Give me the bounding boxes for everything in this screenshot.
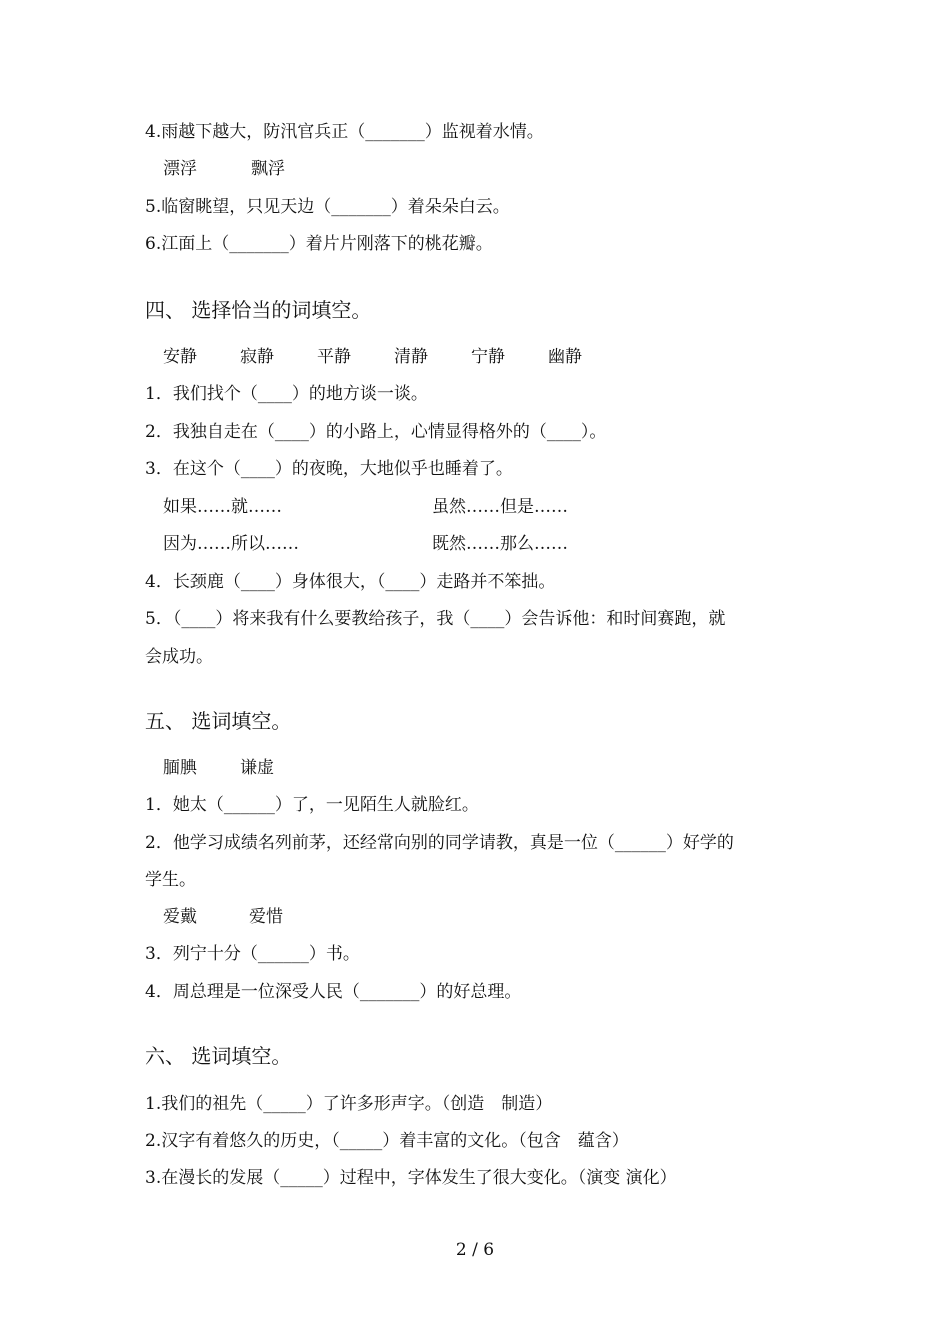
s4-q5: 5．（____）将来我有什么要教给孩子，我（____）会告诉他：和时间赛跑，就 <box>145 609 726 629</box>
section-heading-4: 四、 选择恰当的词填空。 <box>145 298 372 322</box>
word-options-s5b <box>163 905 283 929</box>
option-word: 幽静 <box>548 347 582 367</box>
s5-q2: 2．他学习成绩名列前茅，还经常向别的同学请教，真是一位（______）好学的 <box>145 833 734 853</box>
s5-q1: 1．她太（______）了，一见陌生人就脸红。 <box>145 795 479 815</box>
page-number: 2 / 6 <box>455 1240 495 1260</box>
s4-q2: 2．我独自走在（____）的小路上，心情显得格外的（____）。 <box>145 422 607 442</box>
conjunction-pair: 因为……所以…… <box>163 534 299 554</box>
s5-q2-cont: 学生。 <box>145 870 196 890</box>
option-word: 谦虚 <box>240 758 274 778</box>
q5-line: 5.临窗眺望，只见天边（_______）着朵朵白云。 <box>145 197 510 217</box>
option-word: 宁静 <box>471 347 505 367</box>
q4-line: 4.雨越下越大，防汛官兵正（_______）监视着水情。 <box>145 122 544 142</box>
s6-q1: 1.我们的祖先（_____）了许多形声字。（创造 制造） <box>145 1094 553 1114</box>
conjunction-pair: 既然……那么…… <box>432 534 568 554</box>
s5-q3: 3．列宁十分（______）书。 <box>145 944 360 964</box>
section-heading-5: 五、 选词填空。 <box>145 709 292 733</box>
option-word: 清静 <box>394 347 428 367</box>
section-heading-6: 六、 选词填空。 <box>145 1044 292 1068</box>
option-word: 平静 <box>317 347 351 367</box>
s4-q3: 3．在这个（____）的夜晚，大地似乎也睡着了。 <box>145 459 513 479</box>
s4-q1: 1．我们找个（____）的地方谈一谈。 <box>145 384 428 404</box>
s6-q2: 2.汉字有着悠久的历史，（_____）着丰富的文化。（包含 蕴含） <box>145 1131 629 1151</box>
word-options-s4 <box>163 345 582 369</box>
word-options-s5a <box>163 756 274 780</box>
option-word: 寂静 <box>240 347 274 367</box>
option-word: 漂浮 <box>163 159 197 179</box>
conjunction-pair: 虽然……但是…… <box>432 497 568 517</box>
word-options-2 <box>163 157 285 181</box>
q6-line: 6.江面上（_______）着片片刚落下的桃花瓣。 <box>145 234 493 254</box>
option-word: 飘浮 <box>251 159 285 179</box>
s6-q3: 3.在漫长的发展（_____）过程中，字体发生了很大变化。（演变 演化） <box>145 1168 677 1188</box>
option-word: 腼腆 <box>163 758 197 778</box>
conjunction-pair: 如果……就…… <box>163 497 282 517</box>
option-word: 安静 <box>163 347 197 367</box>
option-word: 爱戴 <box>163 907 197 927</box>
s4-q4: 4．长颈鹿（____）身体很大，（____）走路并不笨拙。 <box>145 572 556 592</box>
option-word: 爱惜 <box>249 907 283 927</box>
s5-q4: 4．周总理是一位深受人民（_______）的好总理。 <box>145 982 522 1002</box>
s4-q5-cont: 会成功。 <box>145 647 213 667</box>
